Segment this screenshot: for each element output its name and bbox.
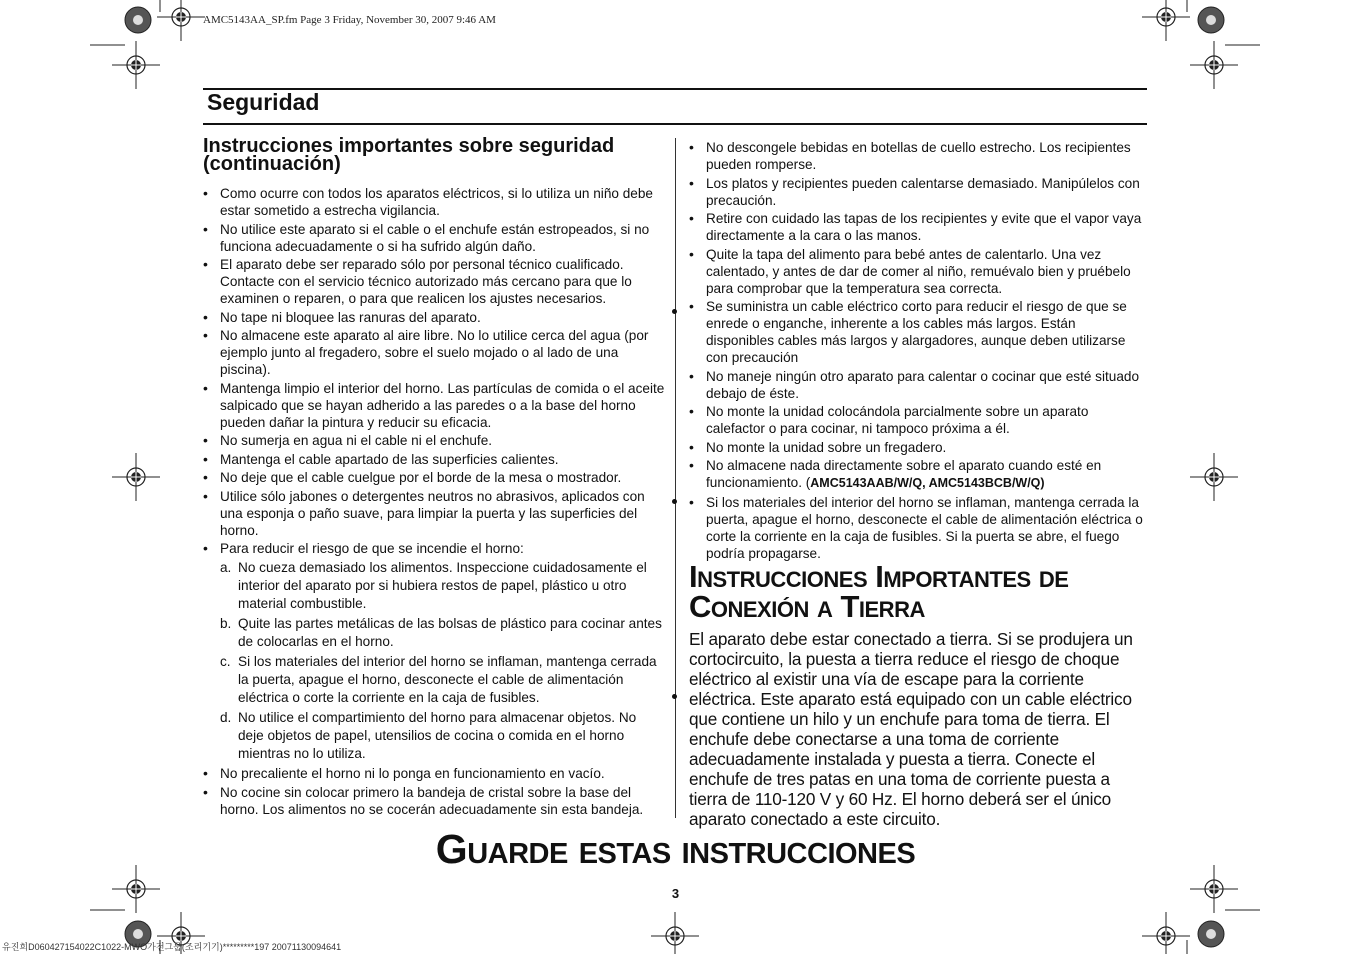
model-numbers: AMC5143AAB/W/Q, AMC5143BCB/W/Q) [810, 476, 1045, 490]
margin-dot [672, 694, 677, 699]
sublist-text: No cueza demasiado los alimentos. Inspeccione cuidadosamente el interior del aparato por si hubiera restos de papel, plástico u otro material combustible. [238, 560, 647, 611]
list-item [689, 457, 1147, 492]
sublist-letter: c. [220, 654, 231, 669]
list-item: • El aparato debe ser reparado sólo por personal técnico cualificado. Contacte con el servicio técnico autorizado más cercano para que lo examinen o reparen, o para que realicen los ajustes necesarios. [203, 256, 665, 307]
right-column [689, 139, 1147, 563]
save-instructions-banner: Guarde estas instrucciones [435, 826, 916, 872]
fire-risk-sublist [220, 559, 665, 763]
sublist-text: Quite las partes metálicas de las bolsas de plástico para cocinar antes de colocarlas en el horno. [238, 616, 662, 649]
section-title: Seguridad [207, 89, 320, 115]
left-column [203, 185, 665, 819]
list-item: • Quite la tapa del alimento para bebé antes de calentarlo. Una vez calentado, y antes de dar de comer al niño, remuévalo bien y pruébelo para comprobar que la temperatura sea correcta. [689, 246, 1147, 297]
list-item: • No cocine sin colocar primero la bandeja de cristal sobre la base del horno. Los alimentos no se cocerán adecuadamente sin esta bandeja. [203, 784, 665, 818]
sublist-letter: b. [220, 616, 232, 631]
sublist-text: No utilice el compartimiento del horno para almacenar objetos. No deje objetos de papel, utensilios de cocina o comida en el horno mientras no lo utiliza. [238, 710, 637, 761]
list-item: • Retire con cuidado las tapas de los recipientes y evite que el vapor vaya directamente a la cara o las manos. [689, 210, 1147, 244]
page-number: 3 [671, 886, 680, 901]
safety-list [203, 185, 665, 818]
list-item: • No precaliente el horno ni lo ponga en funcionamiento en vacío. [203, 765, 665, 782]
list-item: • Mantenga limpio el interior del horno. Las partículas de comida o el aceite salpicado que se hayan adherido a las paredes o a la base del horno pueden dañar la pintura y reducir su eficacia. [203, 380, 665, 431]
list-item: • Si los materiales del interior del horno se inflaman, mantenga cerrada la puerta, apague el horno, desconecte el cable de alimentación eléctrica o corte la corriente en la caja de fusibles. Si la puerta se abre, el fuego podría propagarse. [689, 494, 1147, 562]
list-item: • No descongele bebidas en botellas de cuello estrecho. Los recipientes pueden romperse. [689, 139, 1147, 173]
list-item: • No maneje ningún otro aparato para calentar o cocinar que esté situado debajo de éste. [689, 368, 1147, 402]
safety-heading: Instrucciones importantes sobre seguridad (continuación) [203, 135, 615, 175]
sublist-item [220, 709, 665, 763]
sublist-item [220, 615, 665, 651]
list-item: • Mantenga el cable apartado de las superficies calientes. [203, 451, 665, 468]
column-divider [675, 138, 676, 818]
margin-dot [672, 499, 677, 504]
top-rule [203, 88, 1147, 90]
list-item: • Como ocurre con todos los aparatos eléctricos, si lo utiliza un niño debe estar sometido a estrecha vigilancia. [203, 185, 665, 219]
list-item: • No utilice este aparato si el cable o el enchufe están estropeados, si no funciona adecuadamente o si ha sufrido algún daño. [203, 221, 665, 255]
list-item: • No almacene este aparato al aire libre. No lo utilice cerca del agua (por ejemplo junto al fregadero, sobre el suelo mojado o al lado de una piscina). [203, 327, 665, 378]
list-item: • No tape ni bloquee las ranuras del aparato. [203, 309, 665, 326]
list-item: • No monte la unidad colocándola parcialmente sobre un aparato calefactor o para cocinar, ni tampoco próxima a él. [689, 403, 1147, 437]
section-rule [203, 123, 1147, 125]
sublist-letter: a. [220, 560, 232, 575]
sublist-letter: d. [220, 710, 232, 725]
fire-risk-item [203, 540, 665, 763]
sublist-item [220, 653, 665, 707]
sublist-text: Si los materiales del interior del horno se inflaman, mantenga cerrada la puerta, apague el horno, desconecte el cable de alimentación eléctrica o corte la corriente en la caja de fusibles. [238, 654, 657, 705]
list-item: • No sumerja en agua ni el cable ni el enchufe. [203, 432, 665, 449]
grounding-heading-line1: Instrucciones Importantes de [689, 559, 1069, 594]
storage-text: No almacene nada directamente sobre el aparato cuando esté en funcionamiento. ( [706, 458, 1102, 490]
sublist-item [220, 559, 665, 613]
list-item: • Se suministra un cable eléctrico corto para reducir el riesgo de que se enrede o enganche, inherente a los cables más largos. Están disponibles cables más largos y alargadores, aunque deben utilizarse con precaución [689, 298, 1147, 366]
list-item: • No deje que el cable cuelgue por el borde de la mesa o mostrador. [203, 469, 665, 486]
file-header: AMC5143AA_SP.fm Page 3 Friday, November 30, 2007 9:46 AM [203, 14, 496, 26]
list-item: • Los platos y recipientes pueden calentarse demasiado. Manipúlelos con precaución. [689, 175, 1147, 209]
grounding-heading [689, 559, 1149, 624]
fire-risk-intro: Para reducir el riesgo de que se incendie el horno: [220, 541, 524, 556]
list-item: • Utilice sólo jabones o detergentes neutros no abrasivos, aplicados con una esponja o paño suave, para limpiar la puerta y las superficies del horno. [203, 488, 665, 539]
list-item: • No monte la unidad sobre un fregadero. [689, 439, 1147, 456]
file-footer: 유진희D060427154022C1022-MWO가전그룹(조리기기)*********197 20071130094641 [2, 942, 342, 952]
margin-dot [672, 309, 677, 314]
safety-list-continued [689, 139, 1147, 562]
grounding-heading-line2: Conexión a Tierra [689, 589, 925, 624]
grounding-text: El aparato debe estar conectado a tierra. Si se produjera un cortocircuito, la puesta a tierra reduce el riesgo de choque eléctrico al existir una vía de escape para la corriente eléctrica. Este aparato está equipado con un cable eléctrico que contiene un hilo y un enchufe para toma de tierra. El enchufe debe conectarse a una toma de corriente adecuadamente instalada y puesta a tierra. Conecte el enchufe de tres patas en una toma de corriente puesta a tierra de 110-120 V y 60 Hz. El horno deberá ser el único aparato conectado a este circuito. [689, 629, 1133, 829]
